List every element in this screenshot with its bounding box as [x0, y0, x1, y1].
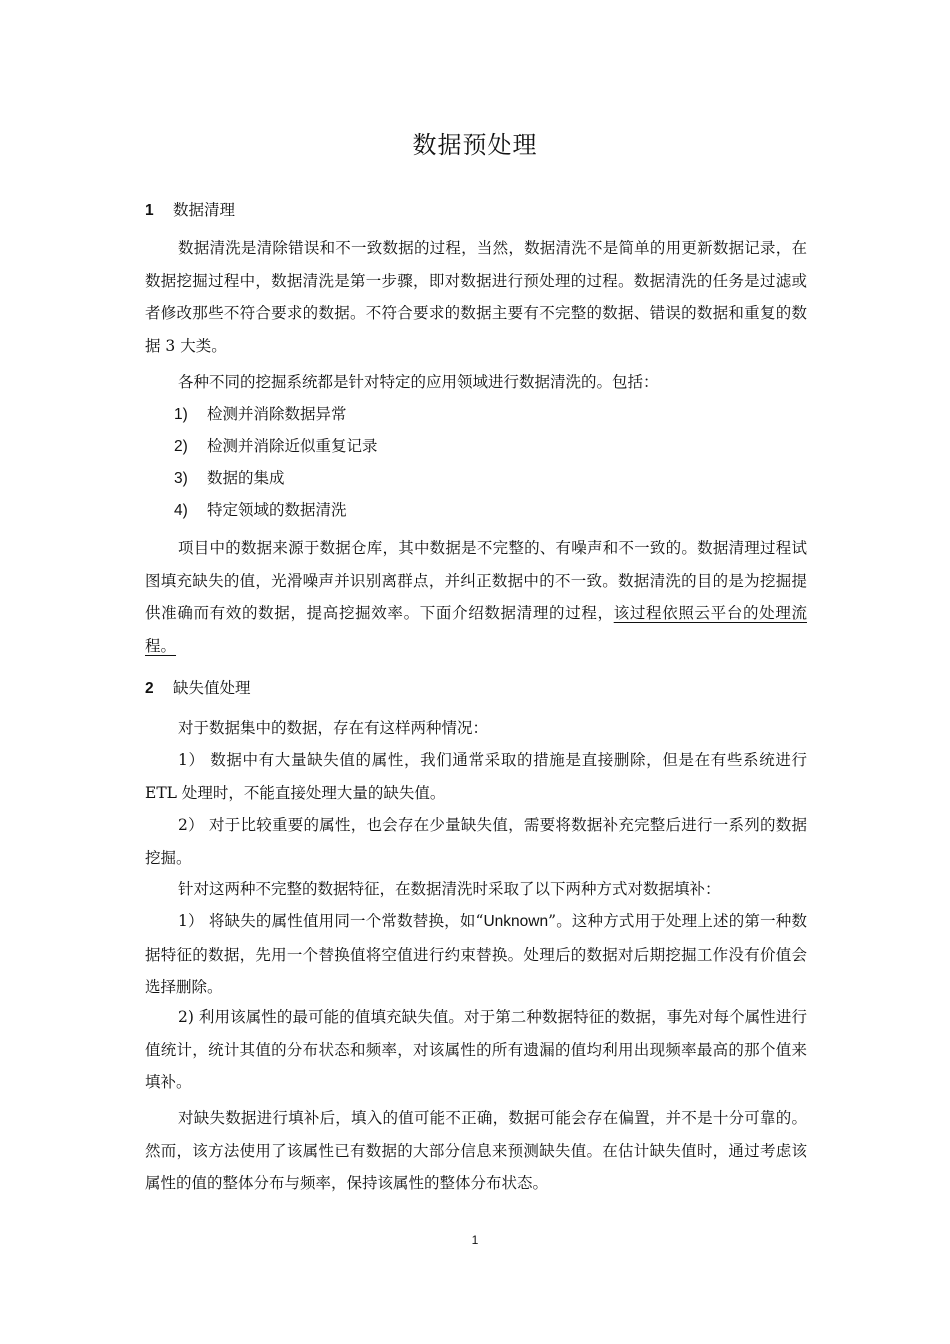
section-2-paragraph-1: 对于数据集中的数据，存在有这样两种情况：	[178, 719, 489, 737]
section-2-title: 缺失值处理	[173, 679, 251, 697]
list-item-number: 3)	[174, 470, 188, 487]
list-item-number: 1)	[174, 406, 188, 423]
underlined-note: 该过程依照云平台的处理流程。	[145, 604, 807, 655]
page-number: 1	[471, 1233, 479, 1247]
list-item-text: 检测并消除近似重复记录	[207, 437, 378, 455]
paragraph-text: 1） 将缺失的属性值用同一个常数替换，如“	[178, 912, 484, 930]
list-item-number: 4)	[174, 502, 188, 519]
section-2-number: 2	[145, 680, 154, 697]
section-1-number: 1	[145, 202, 154, 219]
section-1-paragraph-3	[145, 532, 807, 662]
section-2-item-1: 1） 数据中有大量缺失值的属性，我们通常采取的措施是直接删除，但是在有些系统进行 ETL 处理时，不能直接处理大量的缺失值。	[145, 751, 807, 802]
section-1-paragraph-2: 各种不同的挖掘系统都是针对特定的应用领域进行数据清洗的。包括：	[178, 373, 659, 391]
list-item-1	[174, 403, 347, 426]
list-item-text: 数据的集成	[207, 469, 285, 487]
list-item-text: 特定领域的数据清洗	[207, 501, 347, 519]
section-2-item-2: 2） 对于比较重要的属性，也会存在少量缺失值，需要将数据补充完整后进行一系列的数据挖掘。	[145, 816, 807, 867]
list-item-4	[174, 499, 347, 522]
list-item-text: 检测并消除数据异常	[207, 405, 347, 423]
section-2-method-2: 2) 利用该属性的最可能的值填充缺失值。对于第二种数据特征的数据，事先对每个属性进行值统计，统计其值的分布状态和频率，对该属性的所有遗漏的值均利用出现频率最高的那个值来填补。	[145, 1008, 807, 1091]
list-item-3	[174, 467, 285, 490]
section-2-method-1	[145, 905, 807, 1004]
page-title: 数据预处理	[412, 131, 538, 159]
list-item-2	[174, 435, 378, 458]
paragraph-text: 项目中的数据来源于数据仓库，其中数据是不完整的、有噪声和不一致的。数据清理过程试图填充缺失的值，光滑噪声并识别离群点，并纠正数据中的不一致。数据清洗的目的是为挖掘提供准确而有效的数据，提高挖掘效率。下面介绍数据清理的过程，	[145, 539, 807, 622]
section-2-heading	[145, 677, 251, 700]
section-1-title: 数据清理	[173, 201, 236, 219]
list-item-number: 2)	[174, 438, 188, 455]
section-2-paragraph-3: 对缺失数据进行填补后，填入的值可能不正确，数据可能会存在偏置，并不是十分可靠的。然而，该方法使用了该属性已有数据的大部分信息来预测缺失值。在估计缺失值时，通过考虑该属性的值的整体分布与频率，保持该属性的整体分布状态。	[145, 1109, 807, 1192]
unknown-term: Unknown	[483, 913, 549, 930]
section-1-heading	[145, 199, 235, 222]
section-1-paragraph-1: 数据清洗是清除错误和不一致数据的过程，当然，数据清洗不是简单的用更新数据记录，在数据挖掘过程中，数据清洗是第一步骤，即对数据进行预处理的过程。数据清洗的任务是过滤或者修改那些不符合要求的数据。不符合要求的数据主要有不完整的数据、错误的数据和重复的数据 3 大类。	[145, 239, 807, 355]
paragraph-text: ”。这种方式用于处理上述的第一种数据特征的数据，先用一个替换值将空值进行约束替换。处理后的数据对后期挖掘工作没有价值会选择删除。	[145, 912, 807, 996]
section-2-paragraph-2: 针对这两种不完整的数据特征，在数据清洗时采取了以下两种方式对数据填补：	[178, 880, 721, 898]
